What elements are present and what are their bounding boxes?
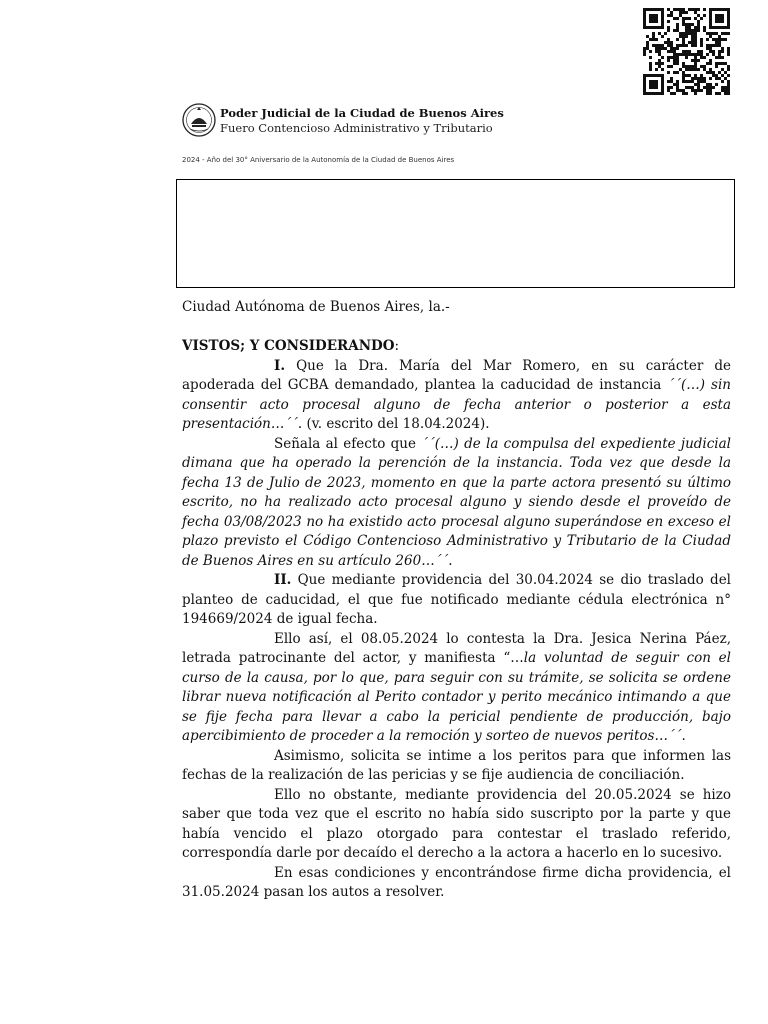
institution-title: Poder Judicial de la Ciudad de Buenos Aires: [220, 106, 504, 120]
paragraph-1: I. Que la Dra. María del Mar Romero, en su carácter de apoderada del GCBA demandado, plantea la caducidad de instancia ´´(…) sin consentir acto procesal alguno de fecha anterior o posterior a esta presentación…´´. (v. escrito del 18.04.2024).: [182, 357, 731, 432]
paragraph-2: Señala al efecto que ´´(…) de la compulsa del expediente judicial dimana que ha operado la perención de la instancia. Toda vez que desde la fecha 13 de Julio de 2023, momento en que la parte actora presentó su último escrito, no ha realizado acto procesal alguno y siendo desde el proveído de fecha 03/08/2023 no ha existido acto procesal alguno superándose en exceso el plazo previsto el Código Contencioso Administrativo y Tributario de la Ciudad de Buenos Aires en su artículo 260…´´.: [182, 435, 731, 569]
place-date-line: Ciudad Autónoma de Buenos Aires, la.-: [182, 299, 450, 315]
court-seal-icon: [182, 102, 216, 138]
paragraph-6: Ello no obstante, mediante providencia del 20.05.2024 se hizo saber que toda vez que el escrito no había sido suscripto por la parte y que había vencido el plazo otorgado para contestar el traslado referido, correspondía darle por decaído el derecho a la actora a hacerlo en lo sucesivo.: [182, 786, 731, 861]
section-heading: VISTOS; Y CONSIDERANDO:: [182, 338, 400, 354]
paragraph-5: Asimismo, solicita se intime a los peritos para que informen las fechas de la realización de las pericias y se fije audiencia de conciliación.: [182, 747, 731, 783]
anniversary-line: 2024 - Año del 30° Aniversario de la Autonomía de la Ciudad de Buenos Aires: [182, 156, 455, 164]
paragraph-3: II. Que mediante providencia del 30.04.2024 se dio traslado del planteo de caducidad, el que fue notificado mediante cédula electrónica n° 194669/2024 de igual fecha.: [182, 572, 731, 627]
blank-caption-box: [176, 179, 735, 288]
qr-code-icon: [643, 8, 739, 98]
document-body: [182, 298, 731, 903]
paragraph-4: Ello así, el 08.05.2024 lo contesta la Dra. Jesica Nerina Páez, letrada patrocinante del actor, y manifiesta “…la voluntad de seguir con el curso de la causa, por lo que, para seguir con su trámite, se solicita se ordene librar nueva notificación al Perito contador y perito mecánico intimando a que se fije fecha para llevar a cabo la pericial pendiente de producción, bajo apercibimiento de proceder a la remoción y sorteo de nuevos peritos…´´.: [182, 630, 731, 744]
paragraph-7: En esas condiciones y encontrándose firme dicha providencia, el 31.05.2024 pasan los autos a resolver.: [182, 864, 731, 900]
institution-subtitle: Fuero Contencioso Administrativo y Tributario: [220, 121, 493, 135]
